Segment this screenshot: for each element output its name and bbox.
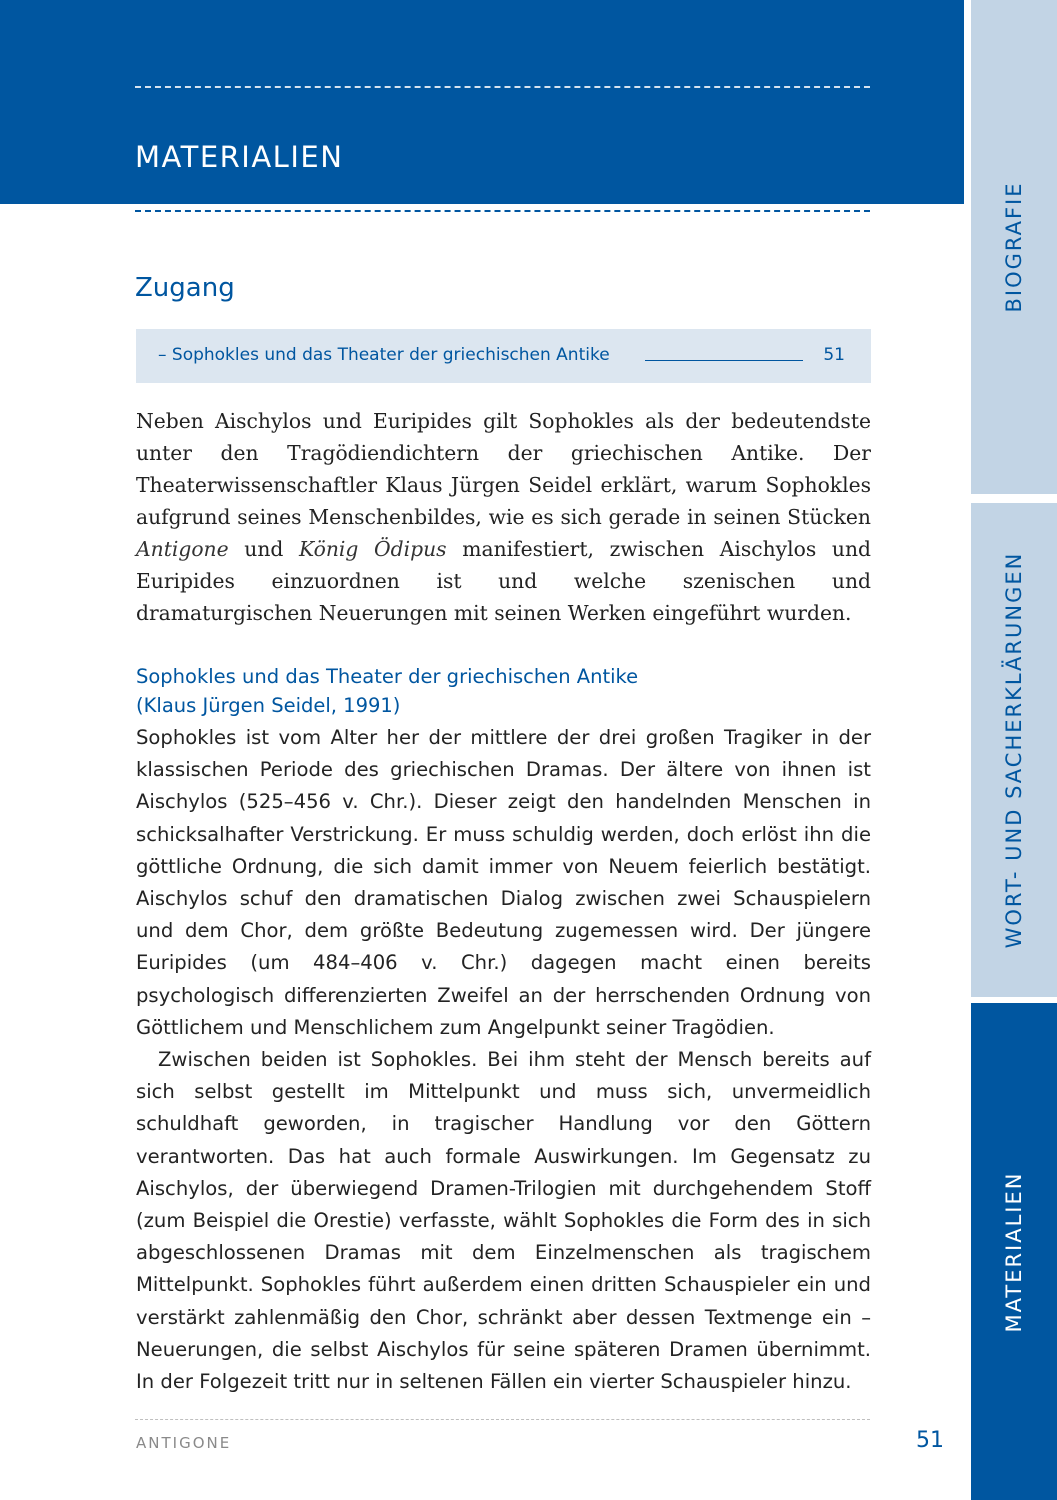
intro-text-3: manifestiert, zwischen Aischylos und Euripides einzuordnen ist und welche szenischen und dramaturgischen Neuerungen mit seinen Werken eingeführt wurden. bbox=[136, 537, 871, 625]
section-title: MATERIALIEN bbox=[135, 140, 344, 174]
material-heading-title: Sophokles und das Theater der griechischen Antike bbox=[136, 665, 639, 688]
zugang-heading: Zugang bbox=[135, 273, 235, 303]
tab-biografie[interactable] bbox=[971, 0, 1057, 494]
material-body bbox=[136, 722, 871, 1398]
material-paragraph-2: Zwischen beiden ist Sophokles. Bei ihm steht der Mensch bereits auf sich selbst gestellt im Mittelpunkt und muss sich, unvermeidlich schuldhaft geworden, in tragischer Handlung vor den Göttern verantworten. Das hat auch formale Auswirkungen. Im Gegensatz zu Aischylos, der überwiegend Dramen-Trilogien mit durchgehendem Stoff (zum Beispiel die Orestie) verfasste, wählt Sophokles die Form des in sich abgeschlossenen Dramas mit dem Einzelmenschen als tragischem Mittelpunkt. Sophokles führt außerdem einen dritten Schauspieler ein und verstärkt zahlenmäßig den Chor, schränkt aber dessen Textmenge ein – Neuerungen, die selbst Aischylos für seine späteren Dramen übernimmt. In der Folgezeit tritt nur in seltenen Fällen ein vierter Schauspieler hinzu. bbox=[136, 1048, 871, 1394]
header-under-rule bbox=[135, 210, 870, 212]
toc-entry-link[interactable]: – Sophokles und das Theater der griechischen Antike bbox=[158, 345, 610, 365]
toc-box bbox=[136, 329, 871, 383]
tab-biografie-label: BIOGRAFIE bbox=[1002, 181, 1026, 313]
intro-text-1: Neben Aischylos und Euripides gilt Sophokles als der bedeutendste unter den Tragödiendichtern der griechischen Antike. Der Theaterwissenschaftler Klaus Jürgen Seidel erklärt, warum Sophokles aufgrund seines Menschenbildes, wie es sich gerade in seinen Stücken bbox=[136, 409, 871, 529]
header-dashed-rule bbox=[135, 86, 870, 88]
tab-materialien[interactable] bbox=[971, 1003, 1057, 1500]
material-heading bbox=[136, 662, 871, 720]
tab-wort-und-sacherklaerungen-label: WORT- UND SACHERKLÄRUNGEN bbox=[1002, 551, 1026, 949]
tab-materialien-label: MATERIALIEN bbox=[1002, 1171, 1026, 1332]
intro-title-antigone: Antigone bbox=[136, 537, 229, 561]
material-heading-source: (Klaus Jürgen Seidel, 1991) bbox=[136, 694, 401, 717]
toc-page-number[interactable]: 51 bbox=[823, 345, 845, 365]
footer-book-title: ANTIGONE bbox=[136, 1434, 232, 1452]
intro-text-2: und bbox=[228, 537, 300, 561]
tab-wort-und-sacherklaerungen[interactable] bbox=[971, 503, 1057, 997]
footer-dashed-rule bbox=[135, 1419, 870, 1420]
toc-leader-line bbox=[645, 360, 803, 361]
intro-paragraph bbox=[136, 405, 871, 629]
material-paragraph-1: Sophokles ist vom Alter her der mittlere der drei großen Tragiker in der klassischen Periode des griechischen Dramas. Der ältere von ihnen ist Aischylos (525–456 v. Chr.). Dieser zeigt den handelnden Menschen in schicksalhafter Verstrickung. Er muss schuldig werden, doch erlöst ihn die göttliche Ordnung, die sich damit immer von Neuem feierlich bestätigt. Aischylos schuf den dramatischen Dialog zwischen zwei Schauspielern und dem Chor, dem größte Bedeutung zugemessen wird. Der jüngere Euripides (um 484–406 v. Chr.) dagegen macht einen bereits psychologisch differenzierten Zweifel an der herrschenden Ordnung von Göttlichem und Menschlichem zum Angelpunkt seiner Tragödien. bbox=[136, 726, 871, 1039]
footer-page-number: 51 bbox=[916, 1428, 944, 1453]
intro-title-oedipus: König Ödipus bbox=[299, 537, 447, 561]
